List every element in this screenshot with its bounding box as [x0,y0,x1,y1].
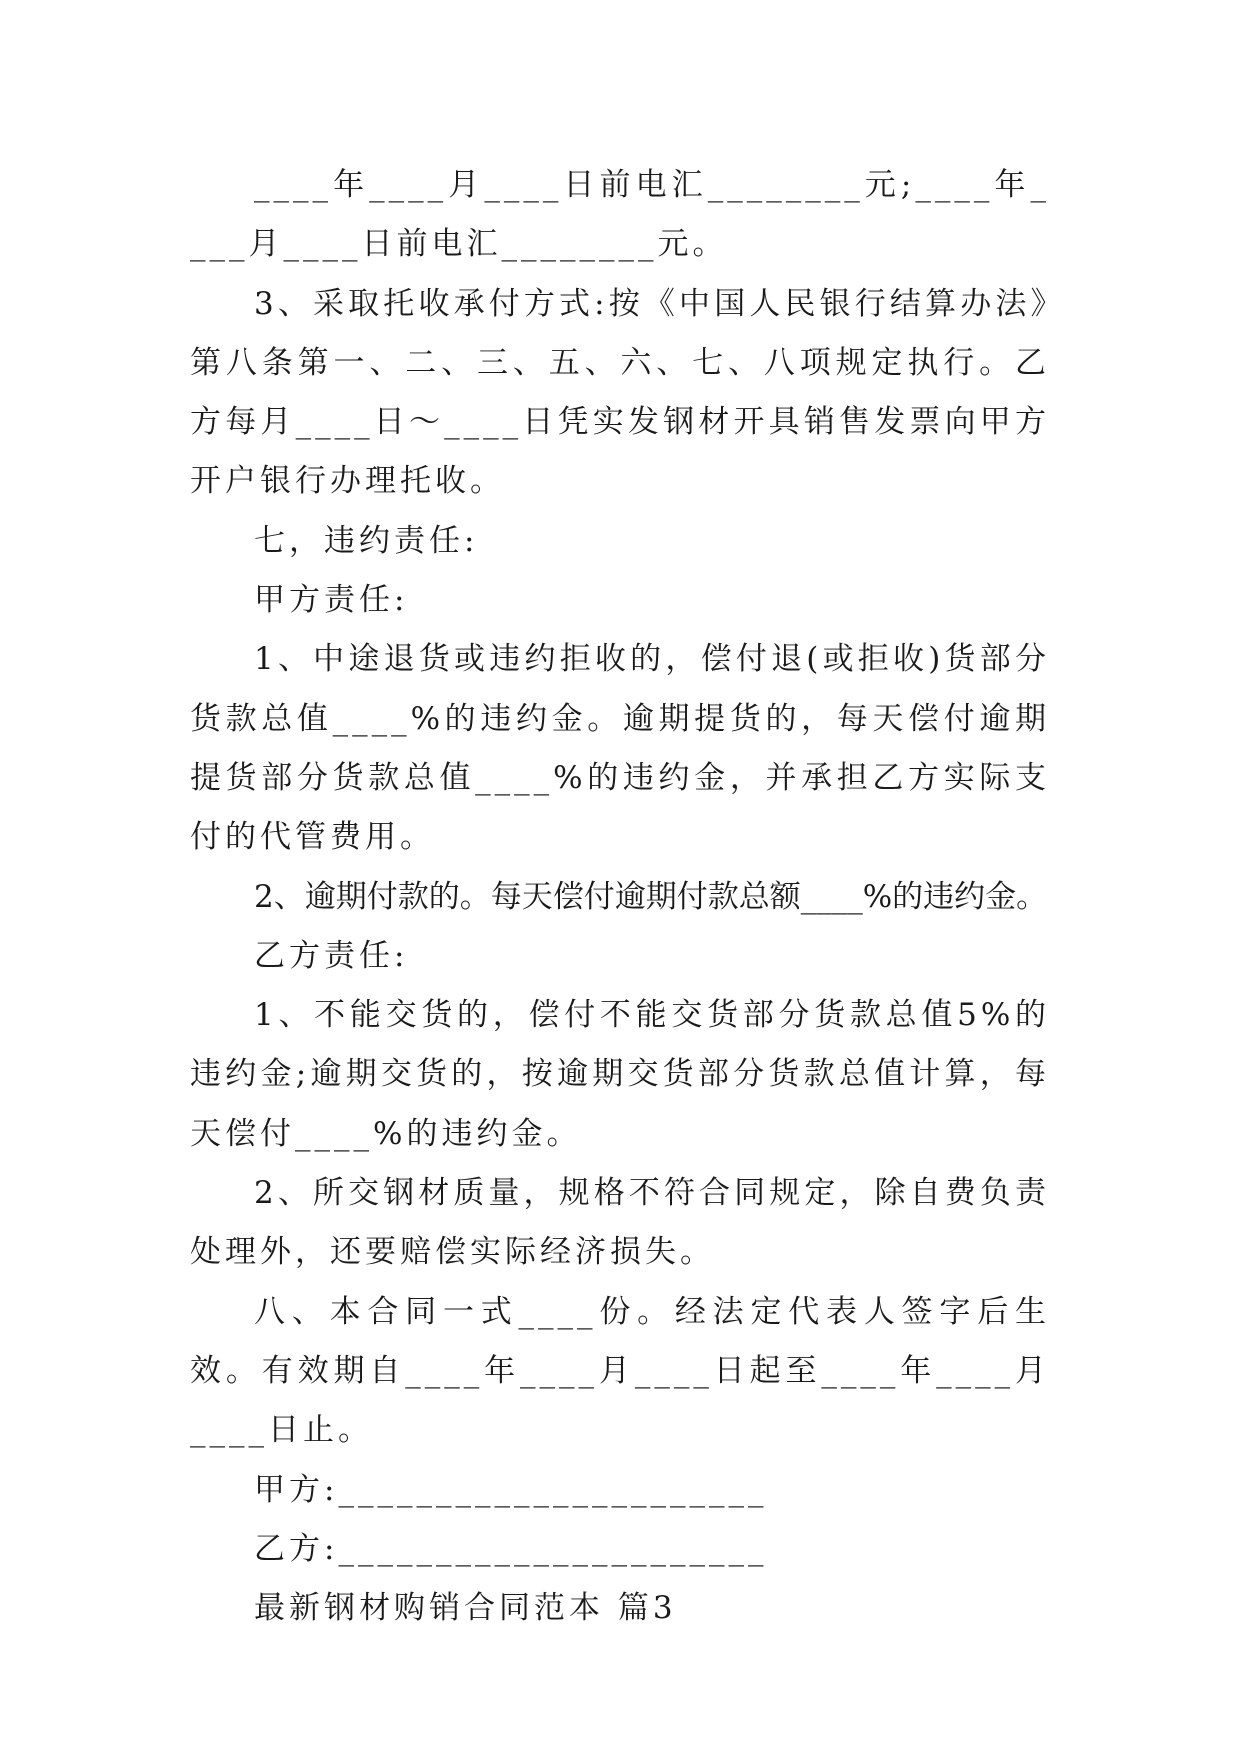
paragraph-party-b-clause-1: 1、不能交货的，偿付不能交货部分货款总值5%的违约金;逾期交货的，按逾期交货部分货款总值计算，每天偿付____%的违约金。 [190,997,1050,1152]
paragraph-party-a-clause-2: 2、逾期付款的。每天偿付逾期付款总额____%的违约金。 [254,878,1048,915]
signature-party-b: 乙方:______________________ [254,1530,768,1567]
document-body [190,156,1050,1638]
signature-party-a: 甲方:______________________ [254,1471,768,1508]
paragraph-party-a-clause-1: 1、中途退货或违约拒收的，偿付退(或拒收)货部分货款总值____%的违约金。逾期提货的，每天偿付逾期提货部分货款总值____%的违约金，并承担乙方实际支付的代管费用。 [190,641,1050,856]
heading-party-a-liability: 甲方责任: [254,582,409,619]
paragraph-copies-and-validity: 八、本合同一式____份。经法定代表人签字后生效。有效期自____年____月____日起至____年____月____日止。 [190,1293,1050,1449]
paragraph-collection-method: 3、采取托收承付方式:按《中国人民银行结算办法》第八条第一、二、三、五、六、七、八项规定执行。乙方每月____日～____日凭实发钢材开具销售发票向甲方开户银行办理托收。 [190,285,1050,500]
paragraph-party-b-clause-2: 2、所交钢材质量，规格不符合同规定，除自费负责处理外，还要赔偿实际经济损失。 [190,1175,1050,1271]
paragraph-remittance-schedule: ____年____月____日前电汇________元;____年____月____日前电汇________元。 [190,167,1050,263]
heading-party-b-liability: 乙方责任: [254,937,409,974]
section-title-template-3: 最新钢材购销合同范本 篇3 [254,1590,677,1627]
heading-breach-liability: 七，违约责任: [254,522,479,559]
